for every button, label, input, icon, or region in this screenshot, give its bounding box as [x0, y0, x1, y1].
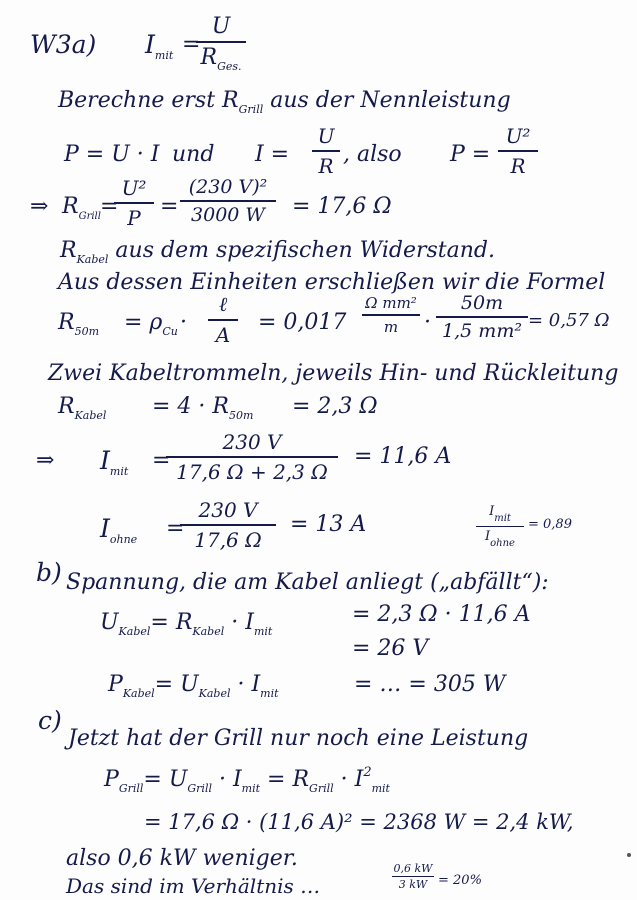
p-grill-result-line: = 17,6 Ω · (11,6 A)² = 2368 W = 2,4 kW, — [144, 810, 574, 834]
u-kabel-result2: = 26 V — [352, 636, 429, 661]
kabel-intro-line2: Aus dessen Einheiten erschließen wir die Formel — [58, 270, 606, 295]
verhaeltnis-fraction: 0,6 kW 3 kW — [393, 862, 433, 891]
verhaeltnis-text: Das sind im Verhältnis … — [66, 874, 321, 898]
r50-symbol: $R_{50m}$ — [58, 310, 100, 338]
r-grill-result: = 17,6 Ω — [292, 194, 392, 219]
header-fraction: U $R_{Ges.}$ — [196, 14, 246, 73]
r50-result: = 0,57 Ω — [528, 310, 610, 331]
u-kabel-result: = 2,3 Ω · 11,6 A — [352, 602, 531, 627]
p-kabel-line: $P_{Kabel}= U_{Kabel} \cdot I_{mit}$ — [108, 672, 279, 700]
kabel-intro-line1: $R_{Kabel}$ aus dem spezifischen Widerstand. — [60, 238, 495, 266]
task-label: W3a) — [30, 30, 97, 59]
i-mit-symbol: $I_{mit}$ — [100, 446, 129, 478]
power-formula-also: , also — [343, 142, 402, 167]
r50-frac-l-a: ℓ A — [208, 292, 238, 347]
i-mit-eq: = — [152, 448, 171, 473]
p-grill-line: $P_{Grill}= U_{Grill} \cdot I_{mit} = R_{Grill} \cdot I^2_{mit}$ — [104, 765, 390, 795]
part-b-text: Spannung, die am Kabel anliegt („abfällt“): — [66, 570, 549, 595]
i-mit-fraction: 230 V 17,6 Ω + 2,3 Ω — [166, 430, 338, 484]
r50-frac-unit: Ω mm² m — [362, 294, 420, 336]
i-mit-arrow: ⇒ — [36, 448, 55, 473]
power-formula-p2-eq: P = — [450, 142, 491, 167]
power-formula-i-eq: I = — [255, 142, 290, 167]
r-grill-symbol: $R_{Grill}$ — [62, 194, 101, 222]
r50-rho: = $\rho_{Cu}$ — [124, 310, 178, 338]
power-formula-i-frac: U R — [312, 124, 340, 178]
i-ohne-eq: = — [166, 516, 185, 541]
i-mit-result: = 11,6 A — [354, 444, 452, 469]
r-grill-eq2: = — [160, 194, 179, 219]
u-kabel-line: $U_{Kabel}= R_{Kabel} \cdot I_{mit}$ — [100, 610, 273, 638]
i-ratio-result: = 0,89 — [528, 517, 572, 532]
r-grill-arrow: ⇒ — [30, 194, 49, 219]
r-kabel-symbol: $R_{Kabel}$ — [58, 394, 107, 422]
weniger-line: also 0,6 kW weniger. — [66, 846, 298, 871]
p-kabel-result: = … = 305 W — [354, 672, 506, 697]
i-ratio-fraction: $I_{mit}$ $I_{ohne}$ — [476, 504, 524, 549]
i-ohne-fraction: 230 V 17,6 Ω — [180, 498, 276, 552]
i-ohne-result: = 13 A — [290, 512, 367, 537]
power-formula-p: P = U · I — [64, 142, 160, 167]
r-kabel-expr: = $4 \cdot R_{50m}$ — [152, 394, 254, 422]
part-b-label: b) — [36, 558, 62, 587]
r50-dot2: · — [424, 310, 431, 335]
r-kabel-result: = 2,3 Ω — [292, 394, 378, 419]
r50-frac-length: 50m 1,5 mm² — [436, 292, 528, 342]
r-grill-frac1: U² P — [114, 176, 154, 230]
part-c-label: c) — [38, 706, 62, 735]
header-i-var: $I_{mit}$ — [145, 30, 174, 62]
verhaeltnis-result: = 20% — [438, 873, 482, 888]
margin-dot — [627, 853, 631, 857]
power-formula-und: und — [172, 142, 215, 167]
trommeln-line: Zwei Kabeltrommeln, jeweils Hin- und Rückleitung — [48, 361, 619, 386]
r50-value: = 0,017 — [258, 310, 347, 335]
r-grill-eq1: = — [100, 194, 119, 219]
part-c-text: Jetzt hat der Grill nur noch eine Leistung — [68, 726, 529, 751]
i-ohne-symbol: $I_{ohne}$ — [100, 514, 138, 546]
power-formula-p2-frac: U² R — [498, 124, 538, 178]
intro-line: Berechne erst $R_{Grill}$ aus der Nennleistung — [58, 88, 511, 116]
header-equals: = — [182, 32, 201, 57]
r-grill-frac2: (230 V)² 3000 W — [180, 176, 276, 226]
r50-dot: · — [180, 310, 187, 335]
